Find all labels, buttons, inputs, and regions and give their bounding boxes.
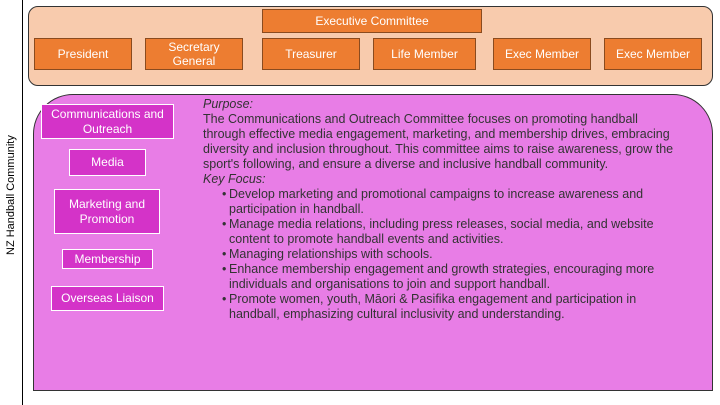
member-exec-member-2: Exec Member: [604, 38, 702, 70]
subgroup-media: Media: [69, 149, 146, 176]
purpose-text: The Communications and Outreach Committee focuses on promoting handball through effective media engagement, marketing, and membership drives, embracing diversity and inclusion throughout. This committee aims to raise awareness, grow the sport's following, and ensure a diverse and inclusive handball community.: [203, 112, 674, 171]
member-president: President: [34, 38, 132, 70]
member-exec-member-1: Exec Member: [493, 38, 591, 70]
list-item: • Manage media relations, including press releases, social media, and website content to promote handball events and activities.: [222, 217, 654, 246]
list-item: • Managing relationships with schools.: [222, 247, 433, 261]
member-secretary-general: Secretary General: [145, 38, 243, 70]
executive-committee-box: Executive Committee: [262, 9, 482, 33]
member-life-member: Life Member: [373, 38, 476, 70]
subgroup-marketing-promotion: Marketing and Promotion: [54, 189, 160, 234]
key-focus-list: [203, 187, 683, 322]
purpose-heading: Purpose:: [203, 97, 254, 111]
list-item: • Develop marketing and promotional campaigns to increase awareness and participation in handball.: [222, 187, 644, 216]
communications-outreach-box: Communications and Outreach: [41, 104, 174, 139]
vertical-divider: [22, 0, 23, 405]
member-treasurer: Treasurer: [262, 38, 360, 70]
side-label: NZ Handball Community: [5, 135, 17, 255]
key-focus-heading: Key Focus:: [203, 172, 266, 186]
list-item: • Enhance membership engagement and growth strategies, encouraging more individuals and organisations to join and support handball.: [222, 262, 655, 291]
purpose-section: [203, 97, 683, 322]
subgroup-membership: Membership: [62, 249, 153, 269]
subgroup-overseas-liaison: Overseas Liaison: [51, 286, 164, 311]
list-item: • Promote women, youth, Māori & Pasifika engagement and participation in handball, emphasizing cultural inclusivity and understanding.: [222, 292, 637, 321]
